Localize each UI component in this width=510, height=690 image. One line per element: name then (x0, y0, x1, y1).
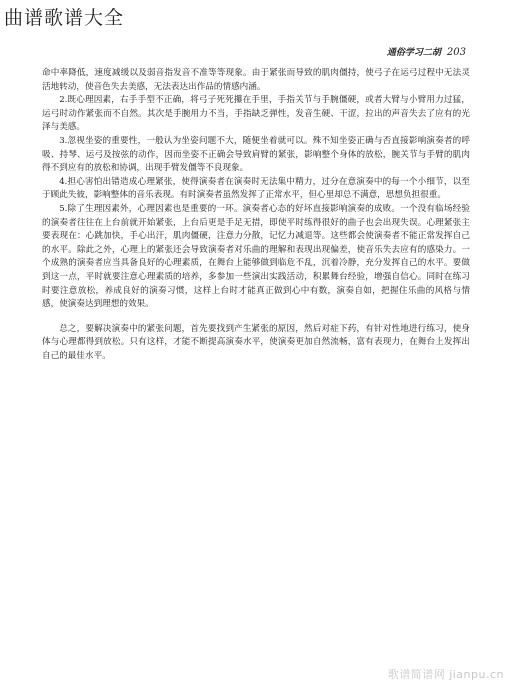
site-title: 曲谱歌谱大全 (4, 7, 125, 29)
paragraph-4: 4.担心害怕出错造成心理紧张，使得演奏者在演奏时无法集中精力，过分在意演奏中的每一个小细节，以至于顾此失彼，影响整体的音乐表现。有时演奏者虽然发挥了正常水平，但心里却总不满意，思想负担很重。 (42, 176, 470, 201)
running-title: 通俗学习二胡 (386, 48, 441, 58)
paragraph-2: 2.既心理因素，右手手型不正确，将弓子死死攥在手里，手指关节与手腕僵硬，或者大臂与小臂用力过猛，运弓时动作紧张而不自然。其次是手腕用力不当，手指缺乏弹性，发音生硬、干涩，拉出的声音失去了应有的光泽与美感。 (42, 95, 470, 133)
running-head (387, 45, 466, 58)
watermark: 歌谱简谱网 jianpu.cn (387, 668, 504, 681)
paragraph-1: 命中率降低，速度减缓以及弱音指发音不准等等现象。由于紧张而导致的肌肉僵持，使弓子在运弓过程中无法灵活地转动，使音色失去美感，无法表达出作品的情感内涵。 (42, 68, 470, 92)
paragraph-3: 3.忽视坐姿的重要性，一般认为坐姿问题不大，随便坐着就可以。殊不知坐姿正确与否直接影响演奏者的呼吸、持琴、运弓及按弦的动作，因而坐姿不正确会导致肩臂的紧张，影响整个身体的放松，腕关节与手臂的肌肉得不到应有的放松和协调，出现手臂发僵等不良现象。 (42, 135, 470, 174)
paragraph-6: 总之，要解决演奏中的紧张问题，首先要找到产生紧张的原因，然后对症下药，有针对性地进行练习，使身体与心理都得到放松。只有这样，才能不断提高演奏水平，使演奏更加自然流畅，富有表现力，在舞台上发挥出自己的最佳水平。 (42, 323, 470, 361)
body-text (42, 67, 470, 363)
page-number: 203 (446, 47, 466, 58)
paragraph-5: 5.除了生理因素外，心理因素也是重要的一环。演奏者心态的好坏直接影响演奏的成败。一个没有临场经验的演奏者往往在上台前就开始紧张，上台后更是手足无措，即使平时练得很好的曲子也会出现失误。心理紧张主要表现在：心跳加快，手心出汗，肌肉僵硬，注意力分散，记忆力减退等。这些都会使演奏者不能正常发挥自己的水平。除此之外，心理上的紧张还会导致演奏者对乐曲的理解和表现出现偏差，使音乐失去应有的感染力。一个成熟的演奏者应当具备良好的心理素质，在舞台上能够做到临危不乱，沉着冷静，充分发挥自己的水平。要做到这一点，平时就要注意心理素质的培养，多参加一些演出实践活动，积累舞台经验，增强自信心。同时在练习时要注意放松，养成良好的演奏习惯，这样上台时才能真正做到心中有数，演奏自如，把握住乐曲的风格与情感，使演奏达到理想的效果。 (42, 203, 470, 310)
